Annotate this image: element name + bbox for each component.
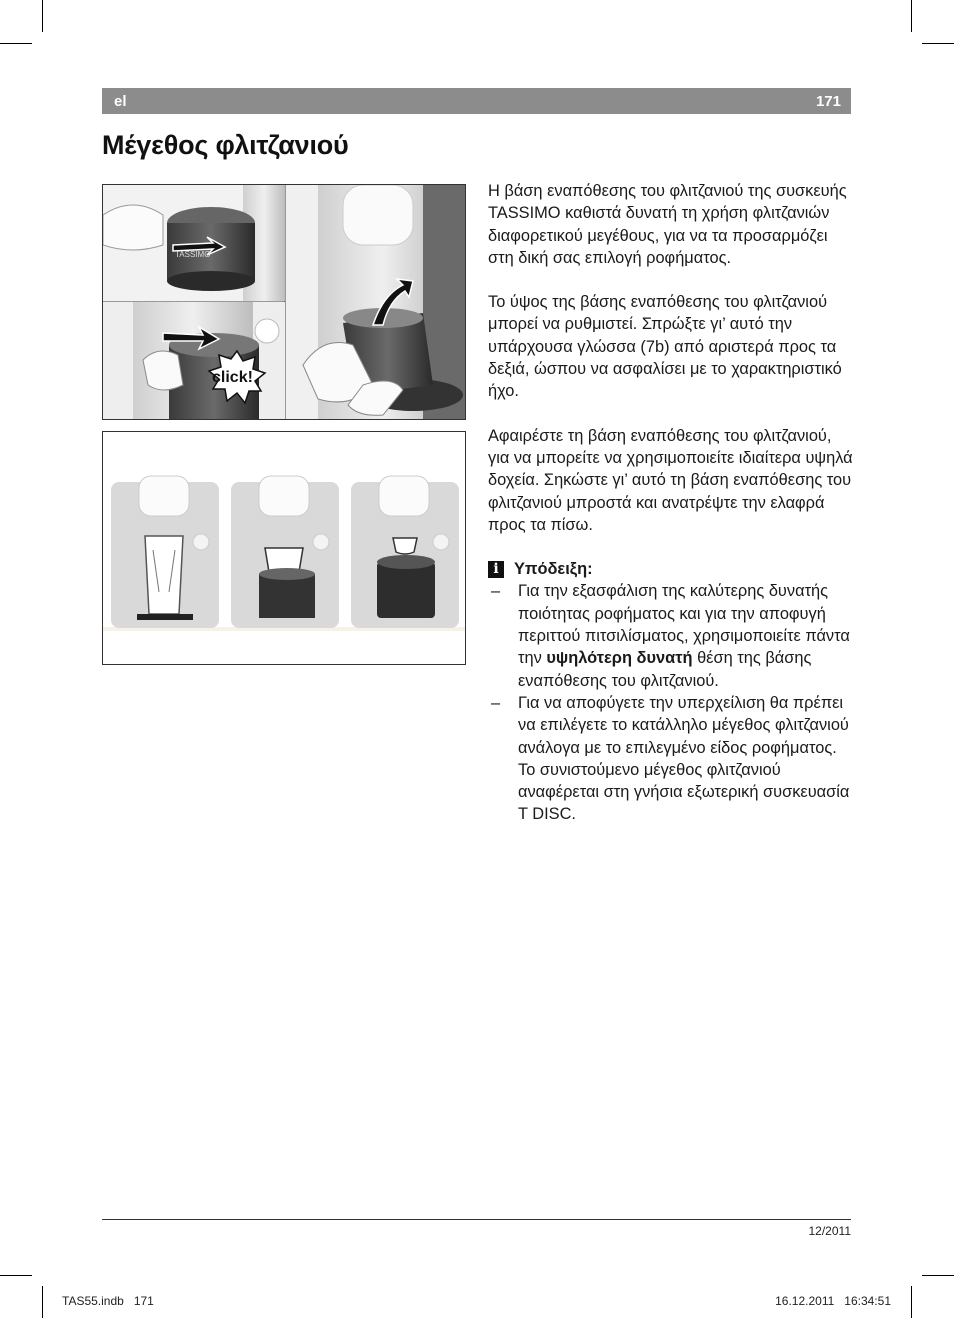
- slug-file-text: TAS55.indb 171: [62, 1294, 154, 1308]
- cup-sizes-figure: [102, 431, 466, 665]
- click-label: click!: [212, 369, 253, 386]
- brand-label: TASSIMO: [175, 250, 211, 259]
- page-number: 171: [815, 92, 841, 110]
- paragraph-adjust: Το ύψος της βάσης εναπόθεσης του φλιτζανιού μπορεί να ρυθμιστεί. Σπρώξτε γι’ αυτό την υπάρχουσα γλώσσα (7b) από αριστερά προς τα δεξιά, ώσπου να ασφαλίσει με το χαρακτηριστικό ήχο.: [488, 293, 842, 401]
- note-heading: [488, 558, 854, 580]
- header-bar: [102, 88, 851, 114]
- note-item-text: Για την εξασφάλιση της καλύτερης δυνατής ποιότητας ροφήματος και για την αποφυγή περιττού πιτσιλίσματος, χρησιμοποιείτε πάντα την: [518, 582, 850, 668]
- slug-timestamp-text: 16.12.2011 16:34:51: [775, 1294, 891, 1308]
- slug-timestamp: [775, 1294, 891, 1308]
- crop-mark: [922, 1275, 954, 1276]
- crop-mark: [0, 1275, 32, 1276]
- crop-mark: [42, 1286, 43, 1318]
- note-item: [488, 580, 854, 691]
- cup-sizes-illustration: [103, 432, 465, 664]
- note-item-emphasis: υψηλότερη δυνατή: [546, 649, 693, 668]
- note-item-text: θέση της βάσης εναπόθεσης του φλιτζανιού.: [518, 649, 812, 690]
- page-title: Μέγεθος φλιτζανιού: [102, 130, 349, 160]
- instructions-column: [488, 180, 854, 826]
- note-item: [488, 692, 854, 826]
- crop-mark: [911, 0, 912, 32]
- info-icon: i: [488, 561, 504, 578]
- slug-file: [62, 1294, 154, 1308]
- footer-divider: [102, 1219, 851, 1220]
- note-list: [488, 580, 854, 825]
- language-code: el: [114, 92, 127, 110]
- cup-stand-illustration: [103, 185, 465, 419]
- note-item-text: Για να αποφύγετε την υπερχείλιση θα πρέπει να επιλέγετε το κατάλληλο μέγεθος φλιτζανιού ανάλογα με το επιλεγμένο είδος ροφήματος. Το συνιστούμενο μέγεθος φλιτζανιού αναφέρεται στη γνήσια εξωτερική συσκευασία T DISC.: [518, 693, 850, 824]
- crop-mark: [922, 43, 954, 44]
- crop-mark: [911, 1286, 912, 1318]
- paragraph-intro: Η βάση εναπόθεσης του φλιτζανιού της συσκευής TASSIMO καθιστά δυνατή τη χρήση φλιτζανιών διαφορετικού μεγέθους, για να τα προσαρμόζει στη δική σας επιλογή ροφήματος.: [488, 182, 847, 267]
- crop-mark: [42, 0, 43, 32]
- crop-mark: [0, 43, 32, 44]
- cup-stand-adjust-figure: [102, 184, 466, 420]
- note-heading-text: Υπόδειξη:: [514, 560, 593, 579]
- paragraph-remove: Αφαιρέστε τη βάση εναπόθεσης του φλιτζανιού, για να μπορείτε να χρησιμοποιείτε ιδιαίτερα υψηλά δοχεία. Σηκώστε γι’ αυτό τη βάση εναπόθεσης του φλιτζανιού μπροστά και ανατρέψτε την ελαφρά προς τα πίσω.: [488, 426, 853, 534]
- footer-date: 12/2011: [808, 1224, 851, 1238]
